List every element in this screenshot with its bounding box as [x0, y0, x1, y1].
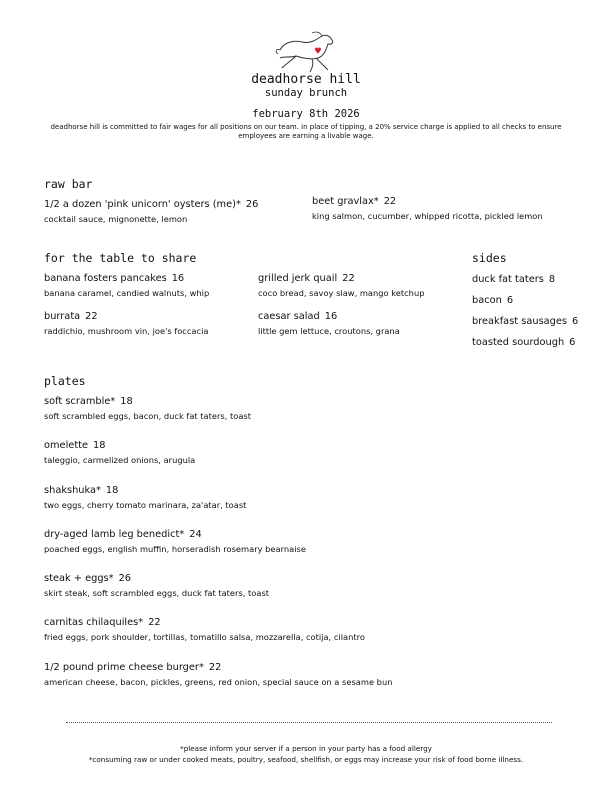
menu-item	[44, 573, 269, 599]
item-price: 22	[85, 311, 98, 322]
menu-item	[44, 440, 195, 466]
item-name: beet gravlax*	[312, 196, 379, 207]
side-item	[472, 295, 513, 307]
raw-food-warning: *consuming raw or under cooked meats, poultry, seafood, shellfish, or eggs may increase your risk of food borne illness.	[88, 755, 524, 764]
item-name: 1/2 a dozen 'pink unicorn' oysters (me)*	[44, 199, 241, 210]
item-price: 6	[569, 337, 576, 348]
sides-heading: sides	[472, 251, 507, 265]
menu-item	[44, 311, 208, 337]
item-price: 26	[118, 573, 132, 584]
item-price: 22	[148, 617, 161, 628]
item-name: caesar salad	[258, 311, 320, 322]
service-charge-notice: deadhorse hill is committed to fair wages for all positions on our team. in place of tipping, a 20% service charge is applied to all checks to ensure employees are earning a livable wage.	[50, 123, 562, 140]
item-description: cocktail sauce, mignonette, lemon	[44, 214, 188, 224]
restaurant-name: deadhorse hill	[251, 72, 361, 87]
item-description: king salmon, cucumber, whipped ricotta, pickled lemon	[312, 211, 543, 221]
menu-item	[44, 662, 392, 688]
item-name: omelette	[44, 440, 89, 451]
item-description: taleggio, carmelized onions, arugula	[44, 455, 196, 465]
item-description: soft scrambled eggs, bacon, duck fat taters, toast	[44, 411, 251, 421]
item-description: banana caramel, candied walnuts, whip	[44, 288, 210, 298]
menu-item	[44, 199, 258, 225]
item-price: 26	[245, 199, 259, 210]
item-description: little gem lettuce, croutons, grana	[258, 326, 400, 336]
raw-bar-heading: raw bar	[44, 177, 93, 191]
item-name: burrata	[44, 311, 81, 322]
menu-item	[44, 396, 251, 422]
item-name: dry-aged lamb leg benedict*	[44, 529, 185, 540]
dotted-divider	[66, 722, 552, 723]
item-description: american cheese, bacon, pickles, greens, red onion, special sauce on a sesame bun	[44, 677, 393, 687]
item-price: 16	[171, 273, 185, 284]
item-price: 22	[342, 273, 355, 284]
item-price: 8	[548, 274, 556, 285]
item-name: soft scramble*	[44, 396, 116, 407]
item-description: two eggs, cherry tomato marinara, za'atar, toast	[44, 500, 247, 510]
menu-item	[312, 196, 543, 222]
item-price: 18	[105, 485, 119, 496]
item-name: bacon	[472, 295, 502, 306]
item-name: steak + eggs*	[44, 573, 114, 584]
menu-item	[44, 529, 306, 555]
item-price: 6	[506, 295, 514, 306]
item-price: 24	[189, 529, 202, 540]
item-description: skirt steak, soft scrambled eggs, duck fat taters, toast	[44, 588, 270, 598]
item-name: carnitas chilaquiles*	[44, 617, 144, 628]
running-horse-logo-icon	[272, 28, 342, 74]
item-name: banana fosters pancakes	[44, 273, 167, 284]
item-name: 1/2 pound prime cheese burger*	[44, 662, 204, 673]
menu-item	[258, 311, 400, 337]
item-price: 18	[93, 440, 106, 451]
item-name: duck fat taters	[472, 274, 544, 285]
item-price: 22	[383, 196, 397, 207]
item-price: 16	[324, 311, 338, 322]
item-price: 22	[208, 662, 222, 673]
item-name: breakfast sausages	[472, 316, 568, 327]
menu-item	[44, 617, 365, 643]
menu-item	[44, 485, 246, 511]
allergy-note: *please inform your server if a person in your party has a food allergy	[180, 744, 432, 753]
for-the-table-heading: for the table to share	[44, 251, 197, 265]
item-price: 18	[120, 396, 133, 407]
menu-item	[44, 273, 209, 299]
item-description: coco bread, savoy slaw, mango ketchup	[258, 288, 425, 298]
side-item	[472, 274, 555, 286]
item-price: 6	[572, 316, 579, 327]
item-name: toasted sourdough	[472, 337, 565, 348]
plates-heading: plates	[44, 374, 86, 388]
item-name: shakshuka*	[44, 485, 101, 496]
menu-item	[258, 273, 424, 299]
item-description: raddichio, mushroom vin, joe's foccacia	[44, 326, 209, 336]
item-name: grilled jerk quail	[258, 273, 338, 284]
menu-title: sunday brunch	[264, 87, 348, 99]
item-description: poached eggs, english muffin, horseradish rosemary bearnaise	[44, 544, 306, 554]
side-item	[472, 316, 578, 328]
side-item	[472, 337, 575, 349]
menu-date: february 8th 2026	[252, 108, 360, 120]
item-description: fried eggs, pork shoulder, tortillas, tomatillo salsa, mozzarella, cotija, cilantro	[44, 632, 365, 642]
